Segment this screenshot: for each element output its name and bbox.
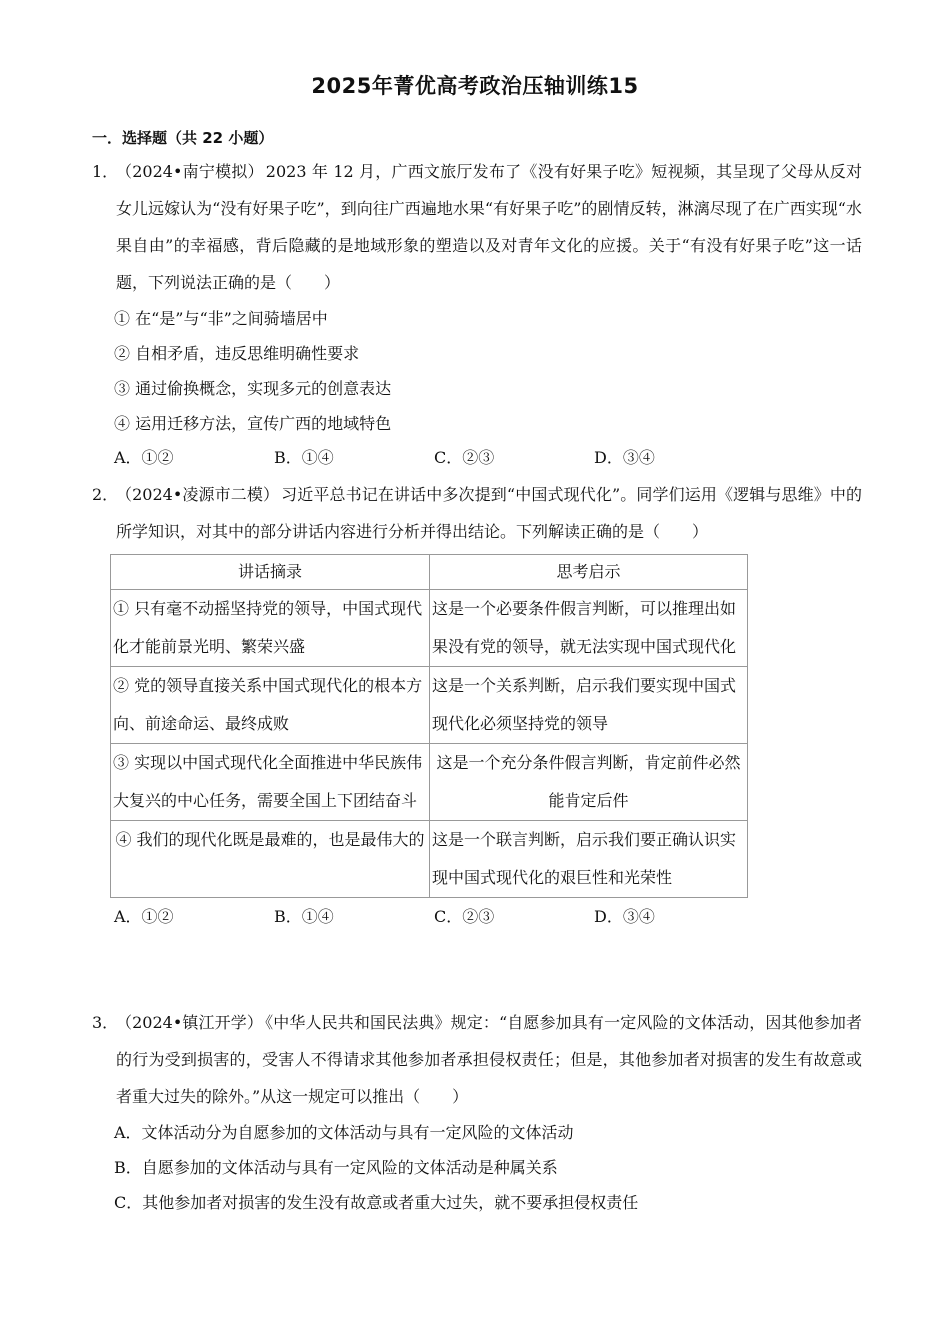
document-title: 2025年菁优高考政治压轴训练15 — [311, 74, 639, 98]
section-heading: 一．选择题（共 22 小题） — [92, 129, 274, 147]
table-row — [111, 667, 748, 744]
question-stem — [114, 153, 862, 301]
choice-d[interactable]: D．③④ — [594, 448, 655, 467]
option-a[interactable]: A．文体活动分为自愿参加的文体活动与具有一定风险的文体活动 — [114, 1123, 574, 1142]
question-stem — [114, 1004, 862, 1115]
question-3 — [92, 1004, 862, 1220]
statement-3: ③ 通过偷换概念，实现多元的创意表达 — [114, 379, 392, 398]
choice-c[interactable]: C．②③ — [434, 448, 495, 467]
table-cell-insight: 这是一个联言判断，启示我们要正确认识实现中国式现代化的艰巨性和光荣性 — [430, 821, 748, 898]
choice-b[interactable]: B．①④ — [274, 448, 334, 467]
question-source: （2024•镇江开学） — [116, 1013, 264, 1032]
question-number: 3． — [92, 1013, 119, 1032]
choice-a[interactable]: A．①② — [114, 907, 174, 926]
choice-c[interactable]: C．②③ — [434, 907, 495, 926]
choice-a[interactable]: A．①② — [114, 448, 174, 467]
table-cell-excerpt: ① 只有毫不动摇坚持党的领导，中国式现代化才能前景光明、繁荣兴盛 — [111, 590, 430, 667]
option-c[interactable]: C．其他参加者对损害的发生没有故意或者重大过失，就不要承担侵权责任 — [114, 1193, 639, 1212]
table-header: 讲话摘录 — [111, 555, 430, 590]
question-2 — [92, 476, 862, 934]
table-cell-insight: 这是一个关系判断，启示我们要实现中国式现代化必须坚持党的领导 — [430, 667, 748, 744]
table-row — [111, 821, 748, 898]
table-cell-insight: 这是一个必要条件假言判断，可以推理出如果没有党的领导，就无法实现中国式现代化 — [430, 590, 748, 667]
question-source: （2024•南宁模拟） — [116, 162, 264, 181]
question-stem — [114, 476, 862, 550]
question-number: 1． — [92, 162, 119, 181]
table-cell-insight: 这是一个充分条件假言判断，肯定前件必然能肯定后件 — [430, 744, 748, 821]
table-header-row — [111, 555, 748, 590]
table-row — [111, 590, 748, 667]
table-cell-excerpt: ③ 实现以中国式现代化全面推进中华民族伟大复兴的中心任务，需要全国上下团结奋斗 — [111, 744, 430, 821]
table-cell-excerpt: ② 党的领导直接关系中国式现代化的根本方向、前途命运、最终成败 — [111, 667, 430, 744]
statement-4: ④ 运用迁移方法，宣传广西的地域特色 — [114, 414, 392, 433]
table-header: 思考启示 — [430, 555, 748, 590]
question-text: 2023 年 12 月，广西文旅厅发布了《没有好果子吃》短视频，其呈现了父母从反对女儿远嫁认为“没有好果子吃”，到向往广西遍地水果“有好果子吃”的剧情反转，淋漓尽现了在广西实现“水果自由”的幸福感，背后隐藏的是地域形象的塑造以及对青年文化的应援。关于“有没有好果子吃”这一话题，下列说法正确的是（ ） — [116, 162, 862, 292]
statement-2: ② 自相矛盾，违反思维明确性要求 — [114, 344, 360, 363]
statement-1: ① 在“是”与“非”之间骑墙居中 — [114, 309, 328, 328]
question-number: 2． — [92, 485, 119, 504]
question-1 — [92, 153, 862, 475]
answer-choices — [114, 900, 862, 934]
table-cell-excerpt: ④ 我们的现代化既是最难的，也是最伟大的 — [111, 821, 430, 898]
question-source: （2024•凌源市二模） — [116, 485, 280, 504]
answer-choices — [114, 441, 862, 475]
analysis-table — [110, 554, 748, 898]
choice-b[interactable]: B．①④ — [274, 907, 334, 926]
table-row — [111, 744, 748, 821]
question-text: 《中华人民共和国民法典》规定：“自愿参加具有一定风险的文体活动，因其他参加者的行为受到损害的，受害人不得请求其他参加者承担侵权责任；但是，其他参加者对损害的发生有故意或者重大过失的除外。”从这一规定可以推出（ ） — [116, 1013, 862, 1106]
option-b[interactable]: B．自愿参加的文体活动与具有一定风险的文体活动是种属关系 — [114, 1158, 558, 1177]
choice-d[interactable]: D．③④ — [594, 907, 655, 926]
question-text: 习近平总书记在讲话中多次提到“中国式现代化”。同学们运用《逻辑与思维》中的所学知识，对其中的部分讲话内容进行分析并得出结论。下列解读正确的是（ ） — [116, 485, 862, 541]
